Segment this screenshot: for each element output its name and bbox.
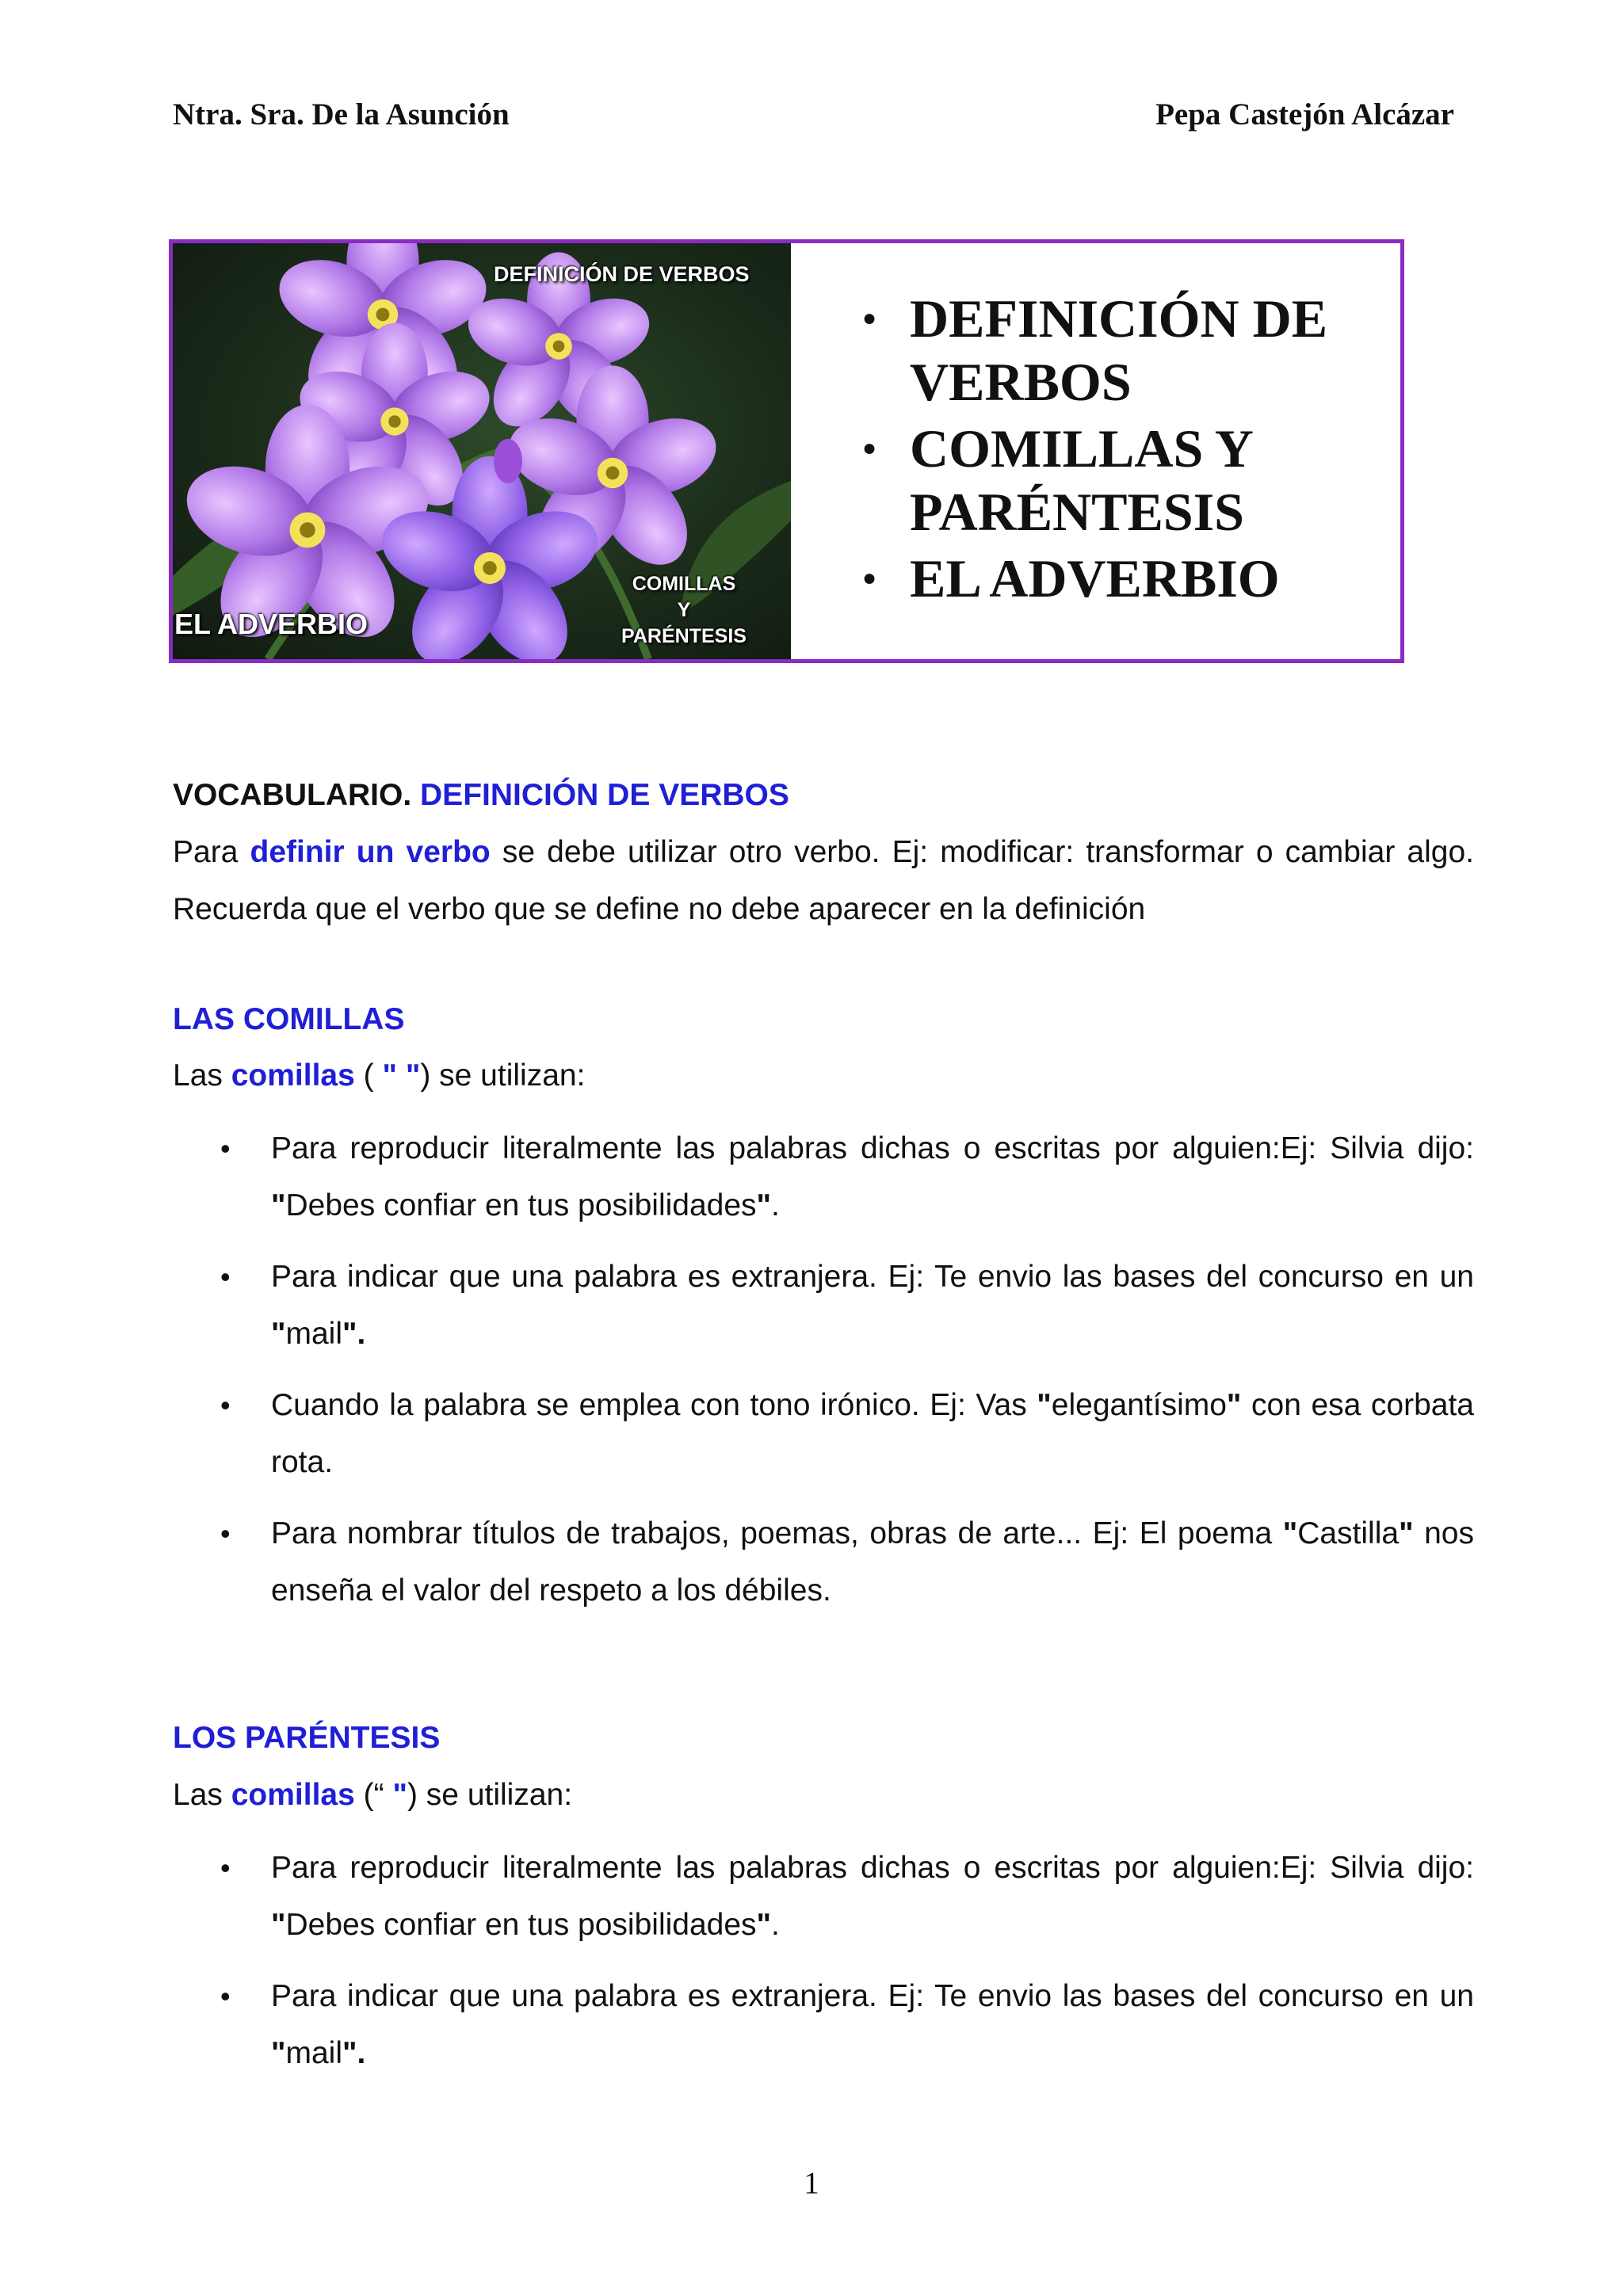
topic-item: ● DEFINICIÓN DE VERBOS: [862, 287, 1401, 414]
highlight-quotes: " ": [382, 1058, 421, 1093]
topics-list: [862, 287, 1401, 613]
quote-mark: ": [756, 1908, 772, 1942]
text-run: (: [363, 1058, 374, 1093]
highlight-quotes: ": [392, 1778, 407, 1812]
quote-mark: ": [271, 1188, 286, 1222]
list-item: [173, 1377, 1474, 1491]
text-run: Castilla: [1297, 1516, 1400, 1550]
photo-label-comillas: [605, 571, 763, 650]
list-item: [173, 1968, 1474, 2082]
quote-mark: ": [1226, 1388, 1242, 1422]
quote-mark: ": [756, 1188, 772, 1222]
quote-mark: ": [271, 1317, 286, 1351]
photo-label-definicion: DEFINICIÓN DE VERBOS: [494, 262, 750, 286]
quote-mark: ": [1399, 1516, 1414, 1550]
text-run: .: [771, 1908, 780, 1942]
list-item: [173, 1840, 1474, 1954]
text-run: Para reproducir literalmente las palabras dichas o escritas por alguien:Ej: Silvia dijo:: [271, 1851, 1474, 1885]
list-item: [173, 1120, 1474, 1234]
text-run: Para indicar que una palabra es extranjera. Ej: Te envio las bases del concurso en un: [271, 1979, 1474, 2013]
quote-mark: ".: [342, 2036, 366, 2070]
text-run: con esa corbata rota.: [271, 1388, 1474, 1479]
flower-photo: [173, 243, 791, 659]
photo-label-comillas-line1: COMILLAS: [632, 573, 736, 595]
text-run: mail: [285, 2036, 343, 2070]
parentesis-uses-list: [173, 1840, 1474, 2096]
text-run: Para: [173, 835, 239, 869]
title-banner: [169, 239, 1404, 663]
highlight-term: definir un verbo: [250, 835, 491, 869]
text-run: Cuando la palabra se emplea con tono irónico. Ej: Vas: [271, 1388, 1037, 1422]
page-number: 1: [804, 2166, 819, 2200]
text-run: Para nombrar títulos de trabajos, poemas, obras de arte... Ej: El poema: [271, 1516, 1283, 1550]
section-title-comillas: LAS COMILLAS: [173, 1002, 405, 1036]
text-run: se debe utilizar otro verbo. Ej: modificar: transformar o cambiar algo. Recuerda que el verbo que se define no debe aparecer en la definición: [173, 835, 1474, 926]
text-run: .: [771, 1188, 780, 1222]
photo-label-comillas-line3: PARÉNTESIS: [621, 625, 747, 647]
header-school: Ntra. Sra. De la Asunción: [173, 97, 510, 132]
section-title-vocabulario: [173, 778, 789, 813]
photo-label-comillas-line2: Y: [677, 599, 691, 621]
text-run: Para indicar que una palabra es extranjera. Ej: Te envio las bases del concurso en un: [271, 1260, 1474, 1294]
text-run: ) se utilizan:: [420, 1058, 586, 1093]
section-title-parentesis: LOS PARÉNTESIS: [173, 1721, 441, 1755]
comillas-intro: [173, 1047, 1474, 1104]
text-run: elegantísimo: [1051, 1388, 1227, 1422]
text-run: mail: [285, 1317, 343, 1351]
text-run: Las: [173, 1778, 223, 1812]
topic-item: ● COMILLAS Y PARÉNTESIS: [862, 417, 1401, 543]
text-run: ) se utilizan:: [407, 1778, 573, 1812]
list-item: [173, 1505, 1474, 1619]
quote-mark: ": [271, 2036, 286, 2070]
list-item: [173, 1249, 1474, 1363]
comillas-uses-list: [173, 1120, 1474, 1634]
highlight-term: comillas: [231, 1778, 355, 1812]
text-run: nos enseña el valor del respeto a los débiles.: [271, 1516, 1474, 1608]
topic-item: ● EL ADVERBIO: [862, 547, 1401, 610]
quote-mark: ": [271, 1908, 286, 1942]
photo-label-adverbio: EL ADVERBIO: [174, 608, 369, 640]
text-run: (“: [363, 1778, 384, 1812]
text-run: Las: [173, 1058, 223, 1093]
vocabulario-paragraph: [173, 824, 1474, 938]
vocabulario-label: VOCABULARIO.: [173, 778, 412, 812]
quote-mark: ": [1037, 1388, 1052, 1422]
text-run: Debes confiar en tus posibilidades: [285, 1188, 757, 1222]
parentesis-intro: [173, 1767, 1474, 1824]
header-author: Pepa Castejón Alcázar: [1155, 97, 1454, 132]
vocabulario-title: DEFINICIÓN DE VERBOS: [420, 778, 789, 812]
quote-mark: ": [1282, 1516, 1298, 1550]
quote-mark: ".: [342, 1317, 366, 1351]
highlight-term: comillas: [231, 1058, 355, 1093]
text-run: Debes confiar en tus posibilidades: [285, 1908, 757, 1942]
text-run: Para reproducir literalmente las palabras dichas o escritas por alguien:Ej: Silvia dijo:: [271, 1131, 1474, 1165]
